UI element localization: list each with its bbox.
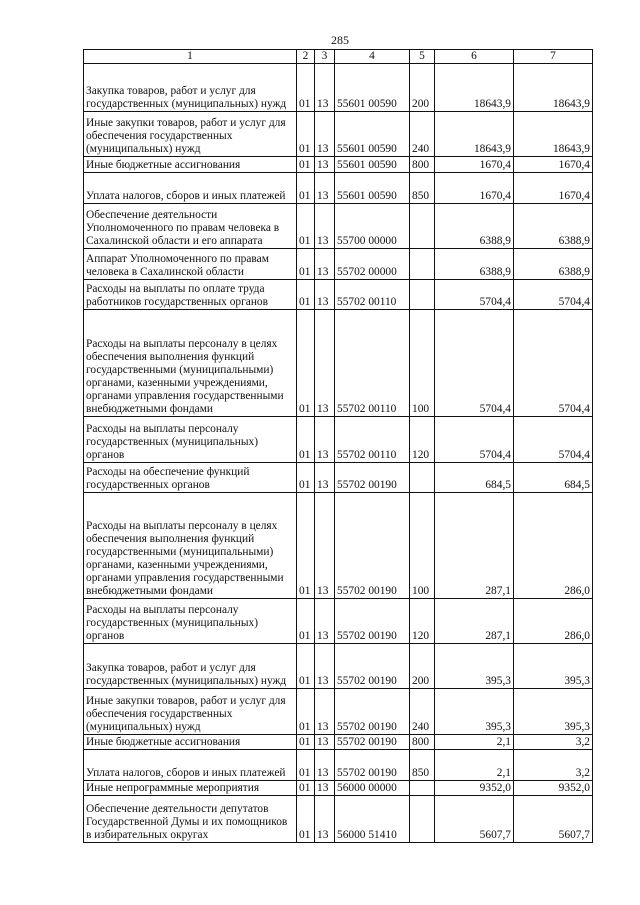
row-amount-2: 395,3 (514, 644, 593, 689)
row-subsection: 13 (315, 599, 335, 644)
row-amount-2: 6388,9 (514, 204, 593, 249)
row-expense-type: 800 (410, 157, 435, 173)
row-amount-2: 5607,7 (514, 796, 593, 843)
row-section: 01 (297, 249, 315, 280)
row-amount-2: 286,0 (514, 599, 593, 644)
row-subsection: 13 (315, 157, 335, 173)
row-name: Иные непрограммные мероприятия (84, 781, 297, 796)
row-section: 01 (297, 417, 315, 463)
page-number: 285 (331, 33, 349, 47)
row-amount-2: 6388,9 (514, 249, 593, 280)
col-header-3: 3 (315, 50, 335, 64)
row-subsection: 13 (315, 735, 335, 750)
row-expense-type: 240 (410, 112, 435, 157)
row-expense-type: 120 (410, 599, 435, 644)
row-amount-1: 5704,4 (435, 310, 514, 417)
row-name: Иные бюджетные ассигнования (84, 157, 297, 173)
row-section: 01 (297, 599, 315, 644)
row-amount-1: 5704,4 (435, 280, 514, 310)
row-expense-type: 200 (410, 64, 435, 112)
row-amount-1: 2,1 (435, 750, 514, 781)
table-row (84, 493, 593, 599)
row-name: Расходы на выплаты персоналу государственных (муниципальных) органов (84, 417, 297, 463)
row-amount-2: 18643,9 (514, 112, 593, 157)
row-amount-1: 395,3 (435, 644, 514, 689)
row-subsection: 13 (315, 417, 335, 463)
row-target-article: 55702 00190 (335, 644, 410, 689)
row-target-article: 55702 00110 (335, 310, 410, 417)
row-subsection: 13 (315, 796, 335, 843)
row-section: 01 (297, 112, 315, 157)
table-row (84, 157, 593, 173)
row-name: Аппарат Уполномоченного по правам человека в Сахалинской области (84, 249, 297, 280)
row-name: Закупка товаров, работ и услуг для государственных (муниципальных) нужд (84, 644, 297, 689)
row-target-article: 55601 00590 (335, 157, 410, 173)
row-section: 01 (297, 173, 315, 204)
row-name: Расходы на выплаты по оплате труда работников государственных органов (84, 280, 297, 310)
row-section: 01 (297, 280, 315, 310)
row-name: Расходы на выплаты персоналу в целях обеспечения выполнения функций государственными (муниципальными) органами, казенными учреждениями, органами управления государственными внебюджетными фондами (84, 310, 297, 417)
row-amount-1: 5607,7 (435, 796, 514, 843)
table-row (84, 417, 593, 463)
row-expense-type: 200 (410, 644, 435, 689)
row-section: 01 (297, 310, 315, 417)
table-row (84, 310, 593, 417)
row-target-article: 56000 51410 (335, 796, 410, 843)
row-expense-type (410, 463, 435, 493)
budget-table (83, 49, 593, 843)
row-amount-2: 3,2 (514, 750, 593, 781)
row-subsection: 13 (315, 644, 335, 689)
row-amount-1: 6388,9 (435, 204, 514, 249)
row-subsection: 13 (315, 463, 335, 493)
row-amount-1: 287,1 (435, 599, 514, 644)
row-section: 01 (297, 463, 315, 493)
row-target-article: 55702 00110 (335, 417, 410, 463)
row-name: Иные закупки товаров, работ и услуг для обеспечения государственных (муниципальных) нужд (84, 689, 297, 735)
row-section: 01 (297, 644, 315, 689)
col-header-6: 6 (435, 50, 514, 64)
row-amount-1: 684,5 (435, 463, 514, 493)
row-expense-type (410, 249, 435, 280)
row-expense-type (410, 280, 435, 310)
row-expense-type: 100 (410, 310, 435, 417)
row-target-article: 55601 00590 (335, 112, 410, 157)
table-row (84, 750, 593, 781)
row-subsection: 13 (315, 493, 335, 599)
row-expense-type: 240 (410, 689, 435, 735)
header-row (84, 50, 593, 64)
row-expense-type (410, 796, 435, 843)
table-row (84, 644, 593, 689)
row-amount-1: 395,3 (435, 689, 514, 735)
table-row (84, 249, 593, 280)
row-amount-2: 3,2 (514, 735, 593, 750)
row-subsection: 13 (315, 112, 335, 157)
row-amount-2: 1670,4 (514, 173, 593, 204)
row-section: 01 (297, 689, 315, 735)
row-amount-1: 287,1 (435, 493, 514, 599)
row-name: Иные закупки товаров, работ и услуг для обеспечения государственных (муниципальных) нужд (84, 112, 297, 157)
row-amount-2: 1670,4 (514, 157, 593, 173)
row-amount-1: 1670,4 (435, 173, 514, 204)
row-amount-2: 684,5 (514, 463, 593, 493)
row-name: Расходы на выплаты персоналу государственных (муниципальных) органов (84, 599, 297, 644)
row-section: 01 (297, 493, 315, 599)
row-target-article: 55702 00190 (335, 750, 410, 781)
table-row (84, 173, 593, 204)
row-target-article: 55700 00000 (335, 204, 410, 249)
row-section: 01 (297, 796, 315, 843)
row-expense-type: 850 (410, 173, 435, 204)
row-section: 01 (297, 781, 315, 796)
row-name: Расходы на выплаты персоналу в целях обеспечения выполнения функций государственными (муниципальными) органами, казенными учреждениями, органами управления государственными внебюджетными фондами (84, 493, 297, 599)
row-section: 01 (297, 157, 315, 173)
row-amount-2: 5704,4 (514, 310, 593, 417)
row-target-article: 55702 00190 (335, 599, 410, 644)
row-section: 01 (297, 64, 315, 112)
row-name: Обеспечение деятельности Уполномоченного по правам человека в Сахалинской области и его аппарата (84, 204, 297, 249)
table-row (84, 204, 593, 249)
row-amount-1: 9352,0 (435, 781, 514, 796)
table-row (84, 112, 593, 157)
row-amount-1: 1670,4 (435, 157, 514, 173)
col-header-4: 4 (335, 50, 410, 64)
col-header-5: 5 (410, 50, 435, 64)
row-subsection: 13 (315, 249, 335, 280)
row-name: Закупка товаров, работ и услуг для государственных (муниципальных) нужд (84, 64, 297, 112)
row-subsection: 13 (315, 689, 335, 735)
row-amount-1: 2,1 (435, 735, 514, 750)
row-subsection: 13 (315, 781, 335, 796)
row-amount-2: 9352,0 (514, 781, 593, 796)
row-amount-1: 6388,9 (435, 249, 514, 280)
row-target-article: 55601 00590 (335, 64, 410, 112)
row-target-article: 55601 00590 (335, 173, 410, 204)
table-row (84, 280, 593, 310)
row-subsection: 13 (315, 310, 335, 417)
row-amount-2: 18643,9 (514, 64, 593, 112)
row-expense-type: 850 (410, 750, 435, 781)
row-expense-type: 100 (410, 493, 435, 599)
row-target-article: 55702 00190 (335, 493, 410, 599)
row-section: 01 (297, 750, 315, 781)
row-target-article: 55702 00000 (335, 249, 410, 280)
row-name: Иные бюджетные ассигнования (84, 735, 297, 750)
col-header-1: 1 (84, 50, 297, 64)
row-section: 01 (297, 204, 315, 249)
row-subsection: 13 (315, 64, 335, 112)
row-section: 01 (297, 735, 315, 750)
row-subsection: 13 (315, 750, 335, 781)
row-amount-1: 5704,4 (435, 417, 514, 463)
row-amount-1: 18643,9 (435, 64, 514, 112)
row-amount-2: 286,0 (514, 493, 593, 599)
col-header-7: 7 (514, 50, 593, 64)
row-amount-2: 5704,4 (514, 417, 593, 463)
table-row (84, 689, 593, 735)
row-subsection: 13 (315, 204, 335, 249)
row-target-article: 55702 00190 (335, 689, 410, 735)
row-name: Расходы на обеспечение функций государственных органов (84, 463, 297, 493)
row-amount-2: 395,3 (514, 689, 593, 735)
row-name: Обеспечение деятельности депутатов Государственной Думы и их помощников в избирательных округах (84, 796, 297, 843)
row-amount-2: 5704,4 (514, 280, 593, 310)
row-subsection: 13 (315, 280, 335, 310)
row-subsection: 13 (315, 173, 335, 204)
row-target-article: 56000 00000 (335, 781, 410, 796)
row-target-article: 55702 00190 (335, 463, 410, 493)
row-expense-type (410, 204, 435, 249)
row-target-article: 55702 00110 (335, 280, 410, 310)
table-row (84, 64, 593, 112)
row-expense-type: 800 (410, 735, 435, 750)
row-expense-type (410, 781, 435, 796)
row-amount-1: 18643,9 (435, 112, 514, 157)
table-row (84, 599, 593, 644)
row-expense-type: 120 (410, 417, 435, 463)
row-target-article: 55702 00190 (335, 735, 410, 750)
table-row (84, 796, 593, 843)
table-row (84, 735, 593, 750)
table-row (84, 781, 593, 796)
row-name: Уплата налогов, сборов и иных платежей (84, 173, 297, 204)
col-header-2: 2 (297, 50, 315, 64)
row-name: Уплата налогов, сборов и иных платежей (84, 750, 297, 781)
table-row (84, 463, 593, 493)
